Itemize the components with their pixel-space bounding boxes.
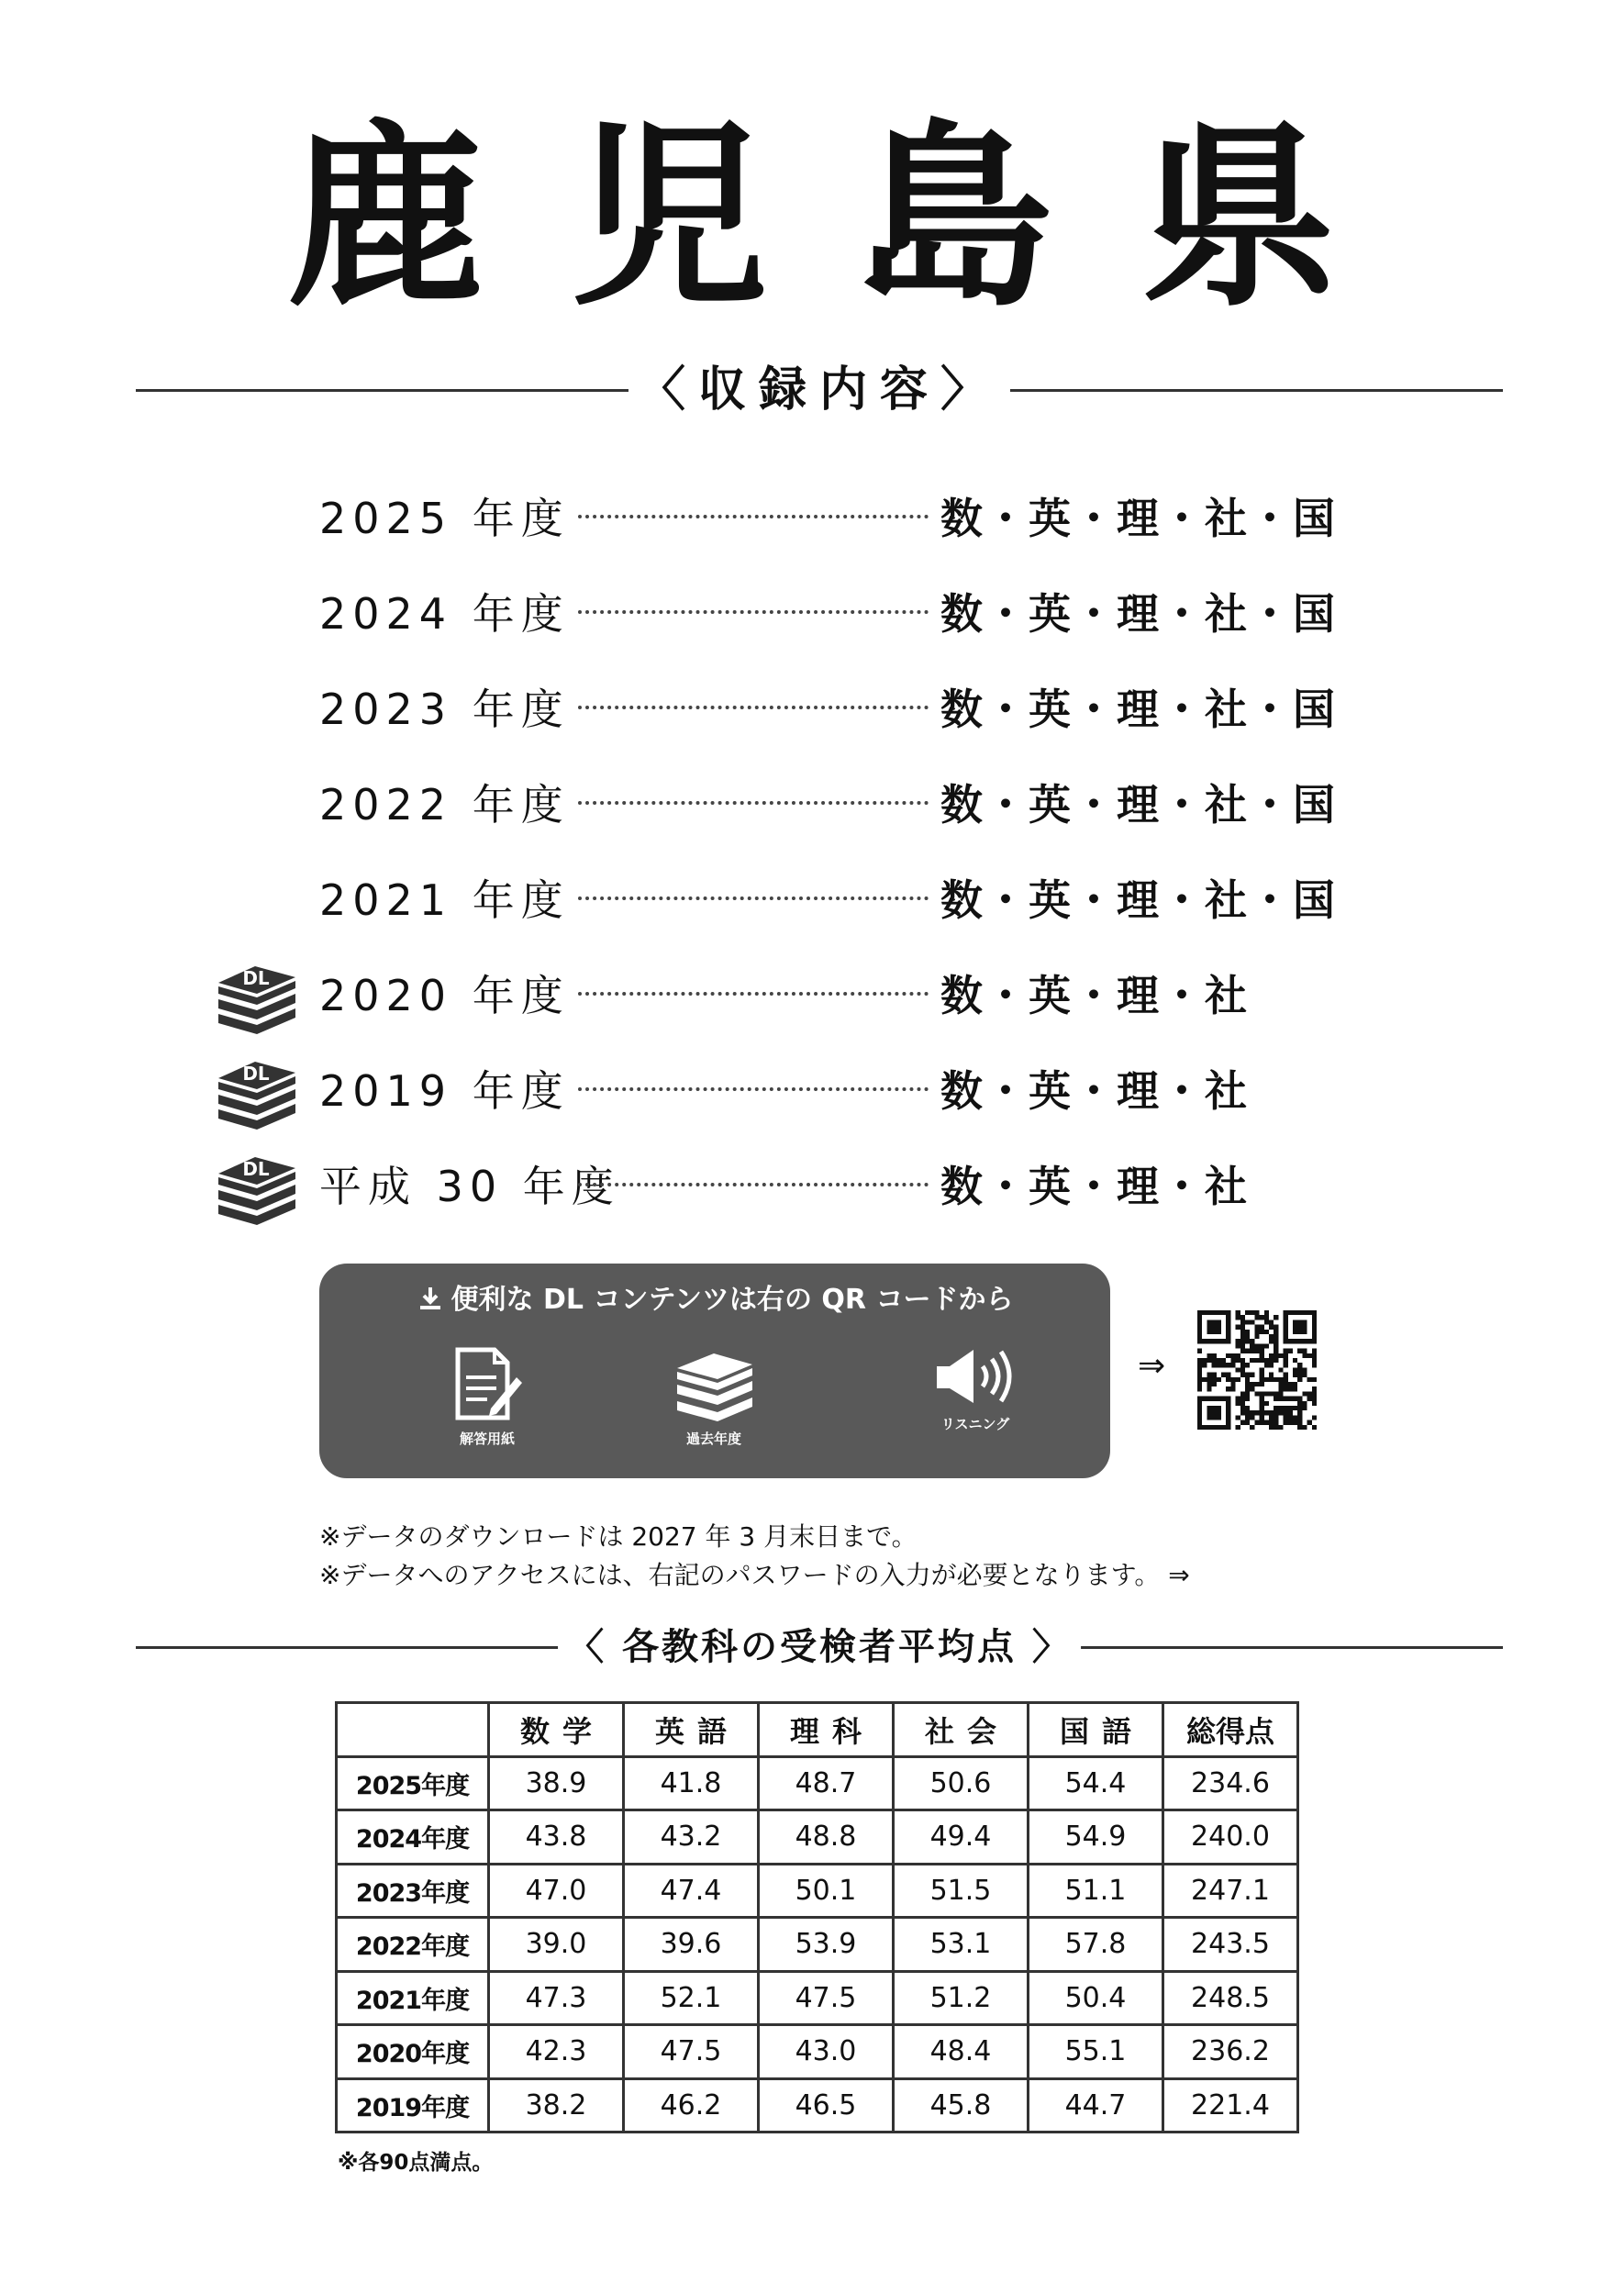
feature-past-years[interactable] (622, 1344, 806, 1448)
contents-subjects: 数・英・理・社 (940, 1066, 1249, 1116)
contents-row (0, 673, 1624, 746)
score-cell: 41.8 (624, 1756, 759, 1810)
download-box (319, 1264, 1110, 1478)
score-cell: 38.9 (489, 1756, 624, 1810)
score-cell: 234.6 (1163, 1756, 1298, 1810)
dl-icon-text: DL (242, 1158, 270, 1180)
row-year-cell: 2022年度 (337, 1918, 489, 1972)
column-header: 英語 (624, 1703, 759, 1757)
speaker-icon (931, 1344, 1019, 1409)
column-header: 数学 (489, 1703, 624, 1757)
averages-header-label: 〈 各教科の受検者平均点 〉 (558, 1615, 1081, 1679)
download-heading (319, 1282, 1110, 1319)
column-header: 国語 (1029, 1703, 1163, 1757)
feature-answer-sheet[interactable] (395, 1344, 579, 1448)
note-line: ※データへのアクセスには、右記のパスワードの入力が必要となります。 ⇒ (319, 1560, 1190, 1590)
contents-row (0, 577, 1624, 651)
score-cell: 44.7 (1029, 2078, 1163, 2133)
score-cell: 48.8 (759, 1810, 894, 1865)
score-cell: 54.9 (1029, 1810, 1163, 1865)
score-cell: 236.2 (1163, 2025, 1298, 2079)
score-cell: 39.6 (624, 1918, 759, 1972)
contents-year: 2021 年度 (319, 875, 570, 925)
contents-row (0, 1150, 1624, 1223)
score-cell: 47.4 (624, 1864, 759, 1918)
contents-subjects: 数・英・理・社・国 (940, 875, 1337, 925)
contents-subjects: 数・英・理・社・国 (940, 589, 1337, 639)
qr-code-icon[interactable] (1197, 1310, 1317, 1430)
score-cell: 221.4 (1163, 2078, 1298, 2133)
contents-row (0, 1054, 1624, 1128)
score-cell: 47.5 (624, 2025, 759, 2079)
note-line: ※データのダウンロードは 2027 年 3 月末日まで。 (319, 1521, 918, 1552)
leader-dots (578, 610, 929, 614)
score-cell: 52.1 (624, 1971, 759, 2025)
score-cell: 50.4 (1029, 1971, 1163, 2025)
score-cell: 38.2 (489, 2078, 624, 2133)
score-cell: 50.1 (759, 1864, 894, 1918)
feature-label: リスニング (940, 1416, 1010, 1432)
contents-year: 2022 年度 (319, 780, 570, 830)
dl-books-icon (213, 959, 301, 1034)
leader-dots (578, 1087, 929, 1091)
column-header: 理科 (759, 1703, 894, 1757)
dl-icon-text: DL (242, 967, 270, 989)
footnote: ※各90点満点。 (338, 2151, 494, 2175)
score-cell: 48.7 (759, 1756, 894, 1810)
table-row (337, 1971, 1298, 2025)
contents-year: 平成 30 年度 (319, 1162, 620, 1211)
notes (319, 1518, 1190, 1595)
row-year-cell: 2023年度 (337, 1864, 489, 1918)
score-cell: 45.8 (894, 2078, 1029, 2133)
contents-row (0, 482, 1624, 555)
score-cell: 54.4 (1029, 1756, 1163, 1810)
score-cell: 42.3 (489, 2025, 624, 2079)
contents-subjects: 数・英・理・社・国 (940, 494, 1337, 543)
score-cell: 50.6 (894, 1756, 1029, 1810)
score-cell: 48.4 (894, 2025, 1029, 2079)
score-cell: 46.2 (624, 2078, 759, 2133)
score-cell: 243.5 (1163, 1918, 1298, 1972)
score-cell: 47.5 (759, 1971, 894, 2025)
feature-label: 過去年度 (685, 1431, 741, 1447)
dl-books-icon (213, 1054, 301, 1130)
row-year-cell: 2025年度 (337, 1756, 489, 1810)
leader-dots (578, 706, 929, 709)
score-cell: 47.3 (489, 1971, 624, 2025)
dl-books-icon (213, 1150, 301, 1225)
score-cell: 53.1 (894, 1918, 1029, 1972)
column-header: 総得点 (1163, 1703, 1298, 1757)
contents-year: 2024 年度 (319, 589, 570, 639)
contents-subjects: 数・英・理・社 (940, 1162, 1249, 1211)
leader-dots (578, 515, 929, 518)
score-cell: 43.8 (489, 1810, 624, 1865)
row-year-cell: 2019年度 (337, 2078, 489, 2133)
table-row (337, 2025, 1298, 2079)
contents-row (0, 768, 1624, 841)
score-cell: 247.1 (1163, 1864, 1298, 1918)
score-cell: 57.8 (1029, 1918, 1163, 1972)
score-cell: 49.4 (894, 1810, 1029, 1865)
averages-table (335, 1701, 1299, 2133)
score-cell: 47.0 (489, 1864, 624, 1918)
column-header (337, 1703, 489, 1757)
row-year-cell: 2020年度 (337, 2025, 489, 2079)
score-cell: 51.5 (894, 1864, 1029, 1918)
score-cell: 51.1 (1029, 1864, 1163, 1918)
row-year-cell: 2024年度 (337, 1810, 489, 1865)
contents-row (0, 863, 1624, 937)
answer-sheet-icon (450, 1344, 524, 1423)
page-title: 鹿児島県 (286, 103, 1425, 333)
score-cell: 53.9 (759, 1918, 894, 1972)
contents-subjects: 数・英・理・社・国 (940, 780, 1337, 830)
column-header: 社会 (894, 1703, 1029, 1757)
contents-year: 2025 年度 (319, 494, 570, 543)
score-cell: 55.1 (1029, 2025, 1163, 2079)
leader-dots (578, 1183, 929, 1186)
books-icon (670, 1344, 758, 1423)
row-year-cell: 2021年度 (337, 1971, 489, 2025)
leader-dots (578, 992, 929, 996)
score-cell: 43.0 (759, 2025, 894, 2079)
contents-year: 2020 年度 (319, 971, 570, 1020)
download-heading-text: 便利な DL コンテンツは右の QR コードから (450, 1284, 1014, 1316)
contents-header (136, 358, 1503, 422)
feature-label: 解答用紙 (459, 1431, 515, 1447)
leader-dots (578, 896, 929, 900)
contents-subjects: 数・英・理・社 (940, 971, 1249, 1020)
dl-icon-text: DL (242, 1063, 270, 1085)
table-row (337, 1810, 1298, 1865)
score-cell: 248.5 (1163, 1971, 1298, 2025)
download-icon (417, 1285, 444, 1312)
contents-year: 2019 年度 (319, 1066, 570, 1116)
contents-header-label: 〈収録内容〉 (628, 358, 1010, 422)
averages-header (136, 1615, 1503, 1679)
table-row (337, 1864, 1298, 1918)
table-row (337, 1756, 1298, 1810)
contents-year: 2023 年度 (319, 685, 570, 734)
contents-row (0, 959, 1624, 1032)
score-cell: 46.5 (759, 2078, 894, 2133)
score-cell: 39.0 (489, 1918, 624, 1972)
contents-subjects: 数・英・理・社・国 (940, 685, 1337, 734)
table-row (337, 2078, 1298, 2133)
arrow-to-qr: ⇒ (1138, 1347, 1166, 1385)
table-header-row (337, 1703, 1298, 1757)
score-cell: 51.2 (894, 1971, 1029, 2025)
score-cell: 240.0 (1163, 1810, 1298, 1865)
table-row (337, 1918, 1298, 1972)
feature-listening[interactable] (884, 1344, 1067, 1433)
leader-dots (578, 801, 929, 805)
score-cell: 43.2 (624, 1810, 759, 1865)
